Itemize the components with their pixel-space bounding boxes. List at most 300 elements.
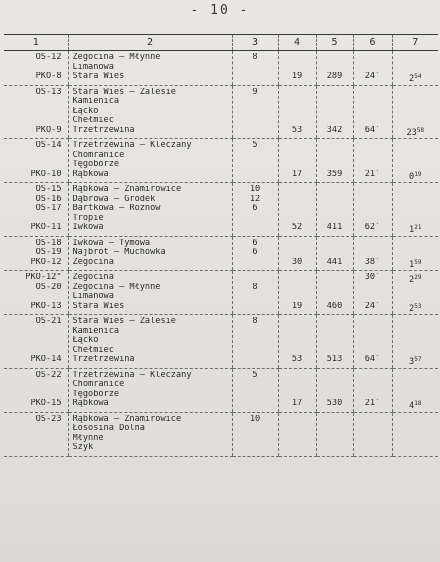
time-value [356,327,390,337]
stage-length [235,223,276,233]
stage-code [6,424,62,434]
route-line: Chełmiec [72,116,114,125]
distance-value: 53 [291,355,303,364]
route-line: Rąbkowa [72,169,109,179]
time-value [356,317,390,327]
clock-minutes: 53 [414,302,422,310]
distance-value [281,141,314,151]
stage-code [6,116,62,126]
table-row [4,271,438,315]
total-km: 342 [326,125,343,135]
stage-code: OS-23 [35,414,62,424]
route-line-cell [68,85,232,139]
clock-minutes: 21 [414,224,422,231]
time-value [356,424,390,434]
time-value: 24′ [364,301,381,311]
stage-length-cell [232,236,278,271]
route-line: Tęgoborze [72,160,120,169]
time-value [356,141,390,151]
clock-time [395,126,437,136]
clock-time-cell [392,315,438,369]
total-km [319,292,351,302]
stage-code [6,443,62,453]
distance-value [281,273,314,283]
time-value-cell [353,51,392,86]
stage-code: OS-19 [35,248,62,257]
time-value-cell [353,183,392,237]
distance-value [281,327,314,337]
route-line: Żegocina – Młynne [72,53,161,62]
clock-time [395,355,437,365]
route-line: Tęgoborze [72,389,120,399]
route-line: Łącko [72,336,99,345]
total-km-cell [316,85,353,139]
clock-time [395,151,437,161]
route-line: Żegocina – Młynne [72,282,161,292]
stage-code: PKO-15 [30,399,62,408]
stage-length: 9 [252,87,258,97]
clock-time [395,141,437,151]
distance-value [281,88,314,98]
clock-time-cell [392,51,438,86]
distance-value [281,160,314,170]
distance-value: 17 [291,399,303,408]
distance-value [281,390,314,400]
stage-code [6,107,62,117]
stage-length [235,214,276,224]
total-km [319,185,351,195]
total-km-cell [316,271,353,315]
total-km [319,371,351,381]
route-line: Rąbkowa [72,399,109,408]
distance-value [281,380,314,390]
distance-value-cell [278,139,316,183]
stage-length: 8 [252,282,258,292]
route-line: Tropie [72,213,104,223]
distance-value [281,107,314,117]
stage-length-cell [232,183,278,237]
stage-code-cell [4,85,68,139]
route-line: Łącko [72,106,99,116]
route-line: Dąbrowa – Gródek [72,194,156,204]
distance-value: 30 [291,257,303,267]
total-km [319,380,351,390]
clock-time [395,204,437,214]
stage-length [235,151,276,161]
rally-stage-table [4,34,438,457]
clock-minutes: 57 [414,356,422,363]
total-km: 289 [326,72,343,81]
route-line: Iwkowa – Tymowa [72,238,151,248]
clock-time [395,160,437,170]
stage-code [6,346,62,356]
route-line: Stara Wieś – Zalesie [72,317,176,326]
stage-code-cell [4,51,68,86]
total-km: 441 [326,257,343,267]
clock-time [395,258,437,268]
clock-time [395,434,437,444]
time-value: 30′ [364,273,381,282]
stage-length [235,327,276,337]
stage-code [6,160,62,170]
time-value [356,443,390,453]
stage-length [235,258,276,268]
stage-length [235,380,276,390]
stage-code: PKO-10 [30,169,62,179]
stage-code: OS-22 [35,370,62,380]
stage-length [235,336,276,346]
time-value [356,371,390,381]
stage-code: OS-14 [35,141,62,150]
clock-minutes: 19 [414,170,422,178]
route-line: Iwkowa [72,223,104,232]
stage-code [6,434,62,444]
route-line: Szyk [72,443,94,452]
stage-code-cell [4,271,68,315]
column-header: 4 [278,35,316,51]
table-row [4,139,438,183]
stage-length [235,399,276,409]
distance-value-cell [278,412,316,456]
distance-value [281,336,314,346]
route-line: Trzetrzewina [72,355,135,364]
total-km [319,327,351,337]
distance-value [281,214,314,224]
clock-time [395,336,437,346]
stage-code: OS-20 [35,282,62,292]
stage-code: OS-13 [35,87,62,97]
clock-time-cell [392,368,438,412]
route-line: Chomranice [72,380,125,389]
stage-length [235,292,276,302]
stage-length: 5 [252,370,258,380]
clock-time [395,223,437,233]
total-km: 530 [326,399,343,408]
clock-hour: 2 [409,303,415,311]
table-row [4,412,438,456]
stage-length [235,355,276,365]
clock-minutes: 18 [414,400,422,407]
distance-value [281,371,314,381]
clock-time [395,390,437,400]
distance-value [281,292,314,302]
distance-value-cell [278,368,316,412]
stage-code: OS-18 [35,238,62,248]
clock-minutes: 59 [414,258,422,266]
route-line: Najbrot – Muchówka [72,248,166,257]
stage-code [6,214,62,224]
column-header: 7 [392,35,438,51]
distance-value [281,434,314,444]
clock-hour: 23 [406,127,417,135]
route-line-cell [68,368,232,412]
route-line-cell [68,236,232,271]
distance-value-cell [278,236,316,271]
clock-hour: 4 [409,401,415,409]
distance-value [281,116,314,126]
distance-value [281,424,314,434]
stage-code: PKO-12" [25,273,62,282]
time-value-cell [353,236,392,271]
stage-code: PKO-14 [30,355,62,364]
column-header: 6 [353,35,392,51]
distance-value [281,185,314,195]
clock-time [395,327,437,337]
stage-length [235,126,276,136]
clock-time [395,302,437,312]
clock-hour: 0 [409,171,415,179]
clock-time [395,239,437,249]
clock-time [395,116,437,126]
route-line: Stara Wieś – Zalesie [72,87,176,97]
total-km [319,390,351,400]
route-line: Kamienica [72,97,120,106]
stage-length: 6 [252,238,258,248]
distance-value [281,415,314,425]
time-value [356,63,390,73]
clock-time [395,107,437,117]
distance-value: 19 [291,301,303,311]
time-value-cell [353,271,392,315]
stage-code-cell [4,183,68,237]
route-line: Łososina Dolna [72,424,145,433]
column-header: 5 [316,35,353,51]
clock-minutes: 29 [414,274,422,281]
distance-value [281,239,314,249]
route-line: Kamienica [72,326,120,336]
time-value [356,380,390,390]
table-header-row [4,35,438,51]
time-value [356,116,390,126]
clock-time-cell [392,139,438,183]
table-row [4,315,438,369]
table-row [4,183,438,237]
stage-length [235,107,276,117]
route-line: Rąbkowa – Znamirowice [72,414,182,424]
route-line: Stara Wieś [72,301,125,311]
stage-length [235,72,276,82]
time-value [356,160,390,170]
table-row [4,368,438,412]
total-km-cell [316,368,353,412]
stage-length [235,116,276,126]
time-value [356,88,390,98]
page-number: - 10 - [190,3,250,18]
clock-time [395,317,437,327]
route-line: Stara Wieś [72,72,125,81]
clock-time-cell [392,85,438,139]
stage-length-cell [232,85,278,139]
total-km [319,107,351,117]
clock-time [395,424,437,434]
clock-time-cell [392,271,438,315]
distance-value-cell [278,51,316,86]
clock-hour: 3 [409,357,415,365]
clock-time [395,195,437,205]
clock-time [395,283,437,293]
time-value [356,195,390,205]
total-km-cell [316,51,353,86]
distance-value [281,97,314,107]
stage-code: PKO-8 [35,72,62,81]
clock-time [395,97,437,107]
stage-code-cell [4,412,68,456]
distance-value: 52 [291,223,303,232]
total-km [319,195,351,205]
clock-minutes: 54 [414,73,422,80]
stage-length-cell [232,412,278,456]
time-value [356,239,390,249]
clock-time [395,371,437,381]
time-value [356,283,390,293]
clock-hour: 2 [409,275,415,283]
time-value [356,185,390,195]
stage-code [6,327,62,337]
stage-length [235,160,276,170]
total-km [319,443,351,453]
clock-time-cell [392,236,438,271]
route-line: Bartkowa – Rożnów [72,204,161,213]
distance-value: 19 [291,72,303,81]
route-line-cell [68,315,232,369]
stage-code: PKO-11 [30,223,62,232]
stage-length: 10 [249,185,261,194]
stage-code [6,390,62,400]
time-value [356,107,390,117]
stage-length: 8 [252,317,258,326]
total-km-cell [316,183,353,237]
distance-value [281,317,314,327]
total-km [319,204,351,214]
clock-hour: 1 [409,225,415,233]
stage-code: OS-17 [35,204,62,213]
total-km-cell [316,139,353,183]
distance-value [281,63,314,73]
total-km [319,141,351,151]
time-value-cell [353,412,392,456]
clock-time [395,53,437,63]
stage-length: 8 [252,53,258,62]
clock-time [395,273,437,283]
time-value: 21′ [364,169,381,179]
time-value [356,390,390,400]
total-km-cell [316,236,353,271]
route-line: Młynne [72,433,104,443]
route-line: Trzetrzewina – Kleczany [72,370,192,380]
stage-code-cell [4,139,68,183]
distance-value: 53 [291,125,303,135]
stage-code: PKO-9 [35,125,62,135]
route-line: Limanowa [72,292,114,301]
stage-code: PKO-12 [30,257,62,267]
route-line: Żegocina [72,273,114,282]
stage-code-cell [4,368,68,412]
time-value-cell [353,315,392,369]
total-km [319,434,351,444]
clock-time [395,380,437,390]
stage-code [6,380,62,390]
total-km [319,239,351,249]
stage-length-cell [232,271,278,315]
distance-value [281,443,314,453]
total-km [319,336,351,346]
stage-length [235,273,276,283]
clock-time-cell [392,183,438,237]
distance-value [281,53,314,63]
time-value [356,214,390,224]
total-km [319,53,351,63]
clock-time [395,248,437,258]
total-km [319,63,351,73]
total-km [319,346,351,356]
stage-code-cell [4,315,68,369]
route-line-cell [68,139,232,183]
time-value-cell [353,85,392,139]
total-km [319,415,351,425]
route-line-cell [68,412,232,456]
total-km [319,214,351,224]
clock-time [395,214,437,224]
route-line: Trzetrzewina – Kleczany [72,141,192,150]
time-value [356,336,390,346]
time-value-cell [353,368,392,412]
stage-code: OS-21 [35,317,62,326]
time-value [356,151,390,161]
clock-time [395,399,437,409]
stage-length-cell [232,51,278,86]
total-km [319,97,351,107]
total-km-cell [316,412,353,456]
total-km [319,283,351,293]
time-value [356,292,390,302]
total-km [319,424,351,434]
column-header: 2 [68,35,232,51]
time-value: 64′ [364,125,381,135]
route-line: Chomranice [72,150,125,160]
time-value: 38′ [364,257,381,267]
stage-code-cell [4,236,68,271]
time-value: 24′ [364,72,381,81]
stage-length [235,97,276,107]
stage-length [235,170,276,180]
route-line: Trzetrzewina [72,125,135,135]
column-header: 1 [4,35,68,51]
clock-hour: 2 [409,74,415,82]
clock-time-cell [392,412,438,456]
clock-time [395,292,437,302]
time-value [356,346,390,356]
total-km: 513 [326,355,343,364]
time-value [356,434,390,444]
distance-value [281,346,314,356]
time-value [356,97,390,107]
clock-time [395,415,437,425]
time-value: 62′ [364,223,381,232]
distance-value [281,151,314,161]
distance-value [281,248,314,258]
distance-value-cell [278,85,316,139]
route-line-cell [68,51,232,86]
distance-value [281,195,314,205]
stage-length: 6 [252,204,258,213]
stage-code: PKO-13 [30,301,62,311]
stage-length: 12 [249,194,261,204]
stage-code [6,336,62,346]
route-line-cell [68,271,232,315]
total-km [319,160,351,170]
total-km [319,317,351,327]
distance-value: 17 [291,169,303,179]
